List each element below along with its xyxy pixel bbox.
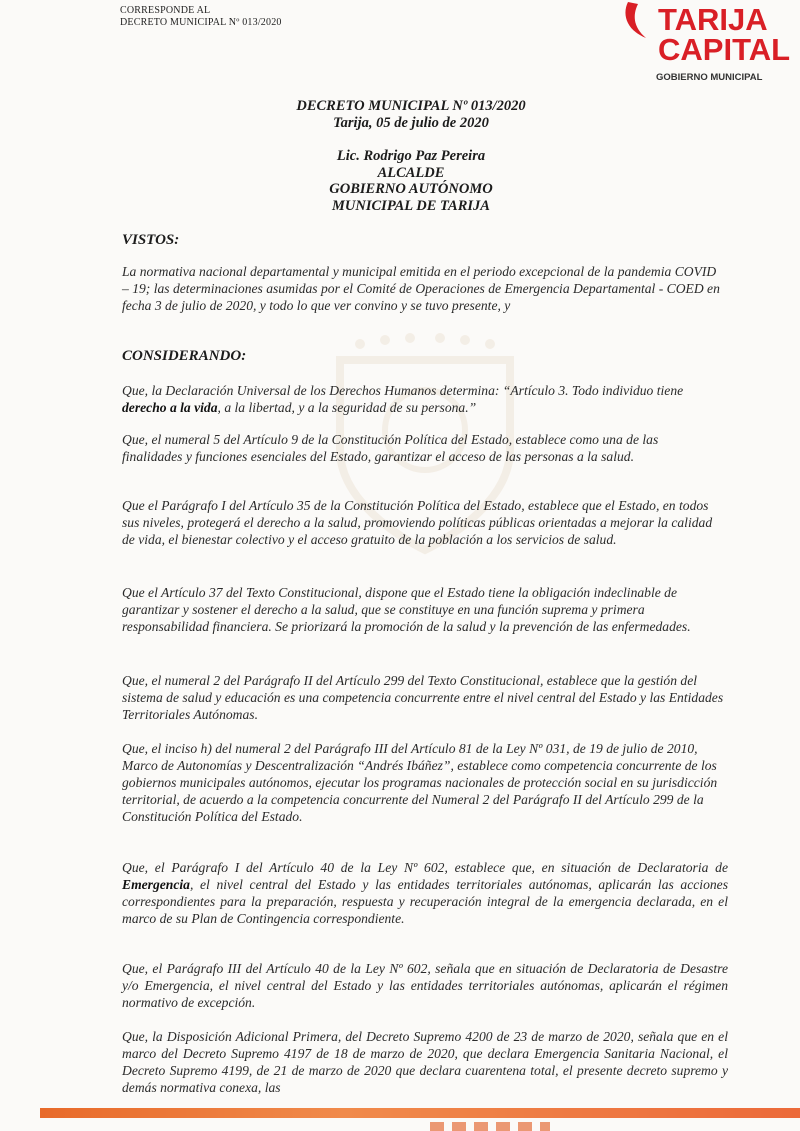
authority-gov-line1: GOBIERNO AUTÓNOMO (329, 181, 493, 197)
authority-block (0, 148, 800, 214)
corner-note-line1: CORRESPONDE AL (120, 5, 211, 16)
authority-role: ALCALDE (377, 164, 445, 181)
vistos-heading: VISTOS: (122, 232, 180, 248)
considerando-paragraph-9: Que, la Disposición Adicional Primera, del Decreto Supremo 4200 de 23 de marzo de 2020, señala que en el marco del Decreto Supremo 4197 de 18 de marzo de 2020, que declara Emergencia Sanitaria Nacional, el Decreto Supremo 4199, de 21 de marzo de 2020 que declara cuarentena total, el presente decreto supremo y demás normativa conexa, las (122, 1029, 728, 1095)
considerando-paragraph-1 (122, 383, 722, 417)
logo-line1: TARIJA (658, 2, 768, 37)
logo-subtitle: GOBIERNO MUNICIPAL (656, 72, 763, 83)
decree-header (0, 98, 800, 132)
considerando-paragraph-8: Que, el Parágrafo III del Artículo 40 de la Ley Nº 602, señala que en situación de Declaratoria de Desastre y/o Emergencia, el nivel central del Estado y las entidades territoriales autónomas, aplicarán el régimen normativo de excepción. (122, 961, 728, 1010)
footer-marks (430, 1122, 550, 1131)
corner-note (120, 5, 282, 29)
logo-line2: CAPITAL (658, 32, 791, 67)
p7-bold-text: Emergencia (122, 876, 190, 892)
corner-note-line2: DECRETO MUNICIPAL Nº 013/2020 (120, 17, 282, 28)
logo-swoosh-icon (625, 2, 646, 38)
logo-graphic (620, 0, 800, 88)
considerando-paragraph-5: Que, el numeral 2 del Parágrafo II del Artículo 299 del Texto Constitucional, establece que la gestión del sistema de salud y educación es una competencia concurrente entre el nivel central del Estado y las Entidades Territoriales Autónomas. (122, 673, 724, 722)
decree-place-date: Tarija, 05 de julio de 2020 (333, 115, 489, 131)
tarija-capital-logo (620, 0, 800, 88)
considerando-paragraph-2: Que, el numeral 5 del Artículo 9 de la Constitución Política del Estado, establece como una de las finalidades y funciones esenciales del Estado, garantizar el acceso de las personas a la salud. (122, 432, 659, 464)
considerando-paragraph-4: Que el Artículo 37 del Texto Constitucional, dispone que el Estado tiene la obligación indeclinable de garantizar y sostener el derecho a la salud, que se constituye en una función suprema y primera responsabilidad financiera. Se priorizará la promoción de la salud y la prevención de las enfermedades. (122, 585, 691, 634)
authority-gov-line2: MUNICIPAL DE TARIJA (332, 197, 490, 214)
p1-text-start: Que, la Declaración Universal de los Derechos Humanos determina: “Artículo 3. Todo individuo tiene (122, 383, 684, 398)
vistos-paragraph: La normativa nacional departamental y municipal emitida en el periodo excepcional de la pandemia COVID – 19; las determinaciones asumidas por el Comité de Operaciones de Emergencia Departamental - COED en fecha 3 de julio de 2020, y todo lo que ver convino y se tuvo presente, y (122, 264, 720, 313)
decree-title: DECRETO MUNICIPAL Nº 013/2020 (296, 98, 526, 114)
p1-text-end: , a la libertad, y a la seguridad de su persona.” (217, 399, 477, 415)
considerando-paragraph-6: Que, el inciso h) del numeral 2 del Parágrafo III del Artículo 81 de la Ley Nº 031, de 19 de julio de 2010, Marco de Autonomías y Descentralización “Andrés Ibáñez”, establece como competencia concurrente de los gobiernos municipales autónomos, ejecutar los programas nacionales de protección social en su jurisdicción territorial, de acuerdo a la competencia concurrente del Numeral 2 del Parágrafo II del Artículo 299 de la Constitución Política del Estado. (122, 741, 718, 824)
considerando-heading: CONSIDERANDO: (122, 348, 247, 364)
considerando-paragraph-7 (122, 860, 728, 928)
p7-text-end: , el nivel central del Estado y las entidades territoriales autónomas, aplicarán las acciones correspondientes para la preparación, respuesta y recuperación integral de la emergencia declarada, en el marco de su Plan de Contingencia correspondiente. (122, 876, 728, 926)
considerando-paragraph-3: Que el Parágrafo I del Artículo 35 de la Constitución Política del Estado, establece que el Estado, en todos sus niveles, protegerá el derecho a la salud, promoviendo políticas públicas orientadas a mejorar la calidad de vida, el bienestar colectivo y el acceso gratuito de la población a los servicios de salud. (122, 498, 713, 547)
authority-name: Lic. Rodrigo Paz Pereira (336, 148, 486, 164)
footer-accent-bar (40, 1108, 800, 1118)
p1-bold-text: derecho a la vida (122, 399, 218, 415)
p7-text-start: Que, el Parágrafo I del Artículo 40 de la Ley Nº 602, establece que, en situación de Declaratoria de (122, 860, 728, 875)
